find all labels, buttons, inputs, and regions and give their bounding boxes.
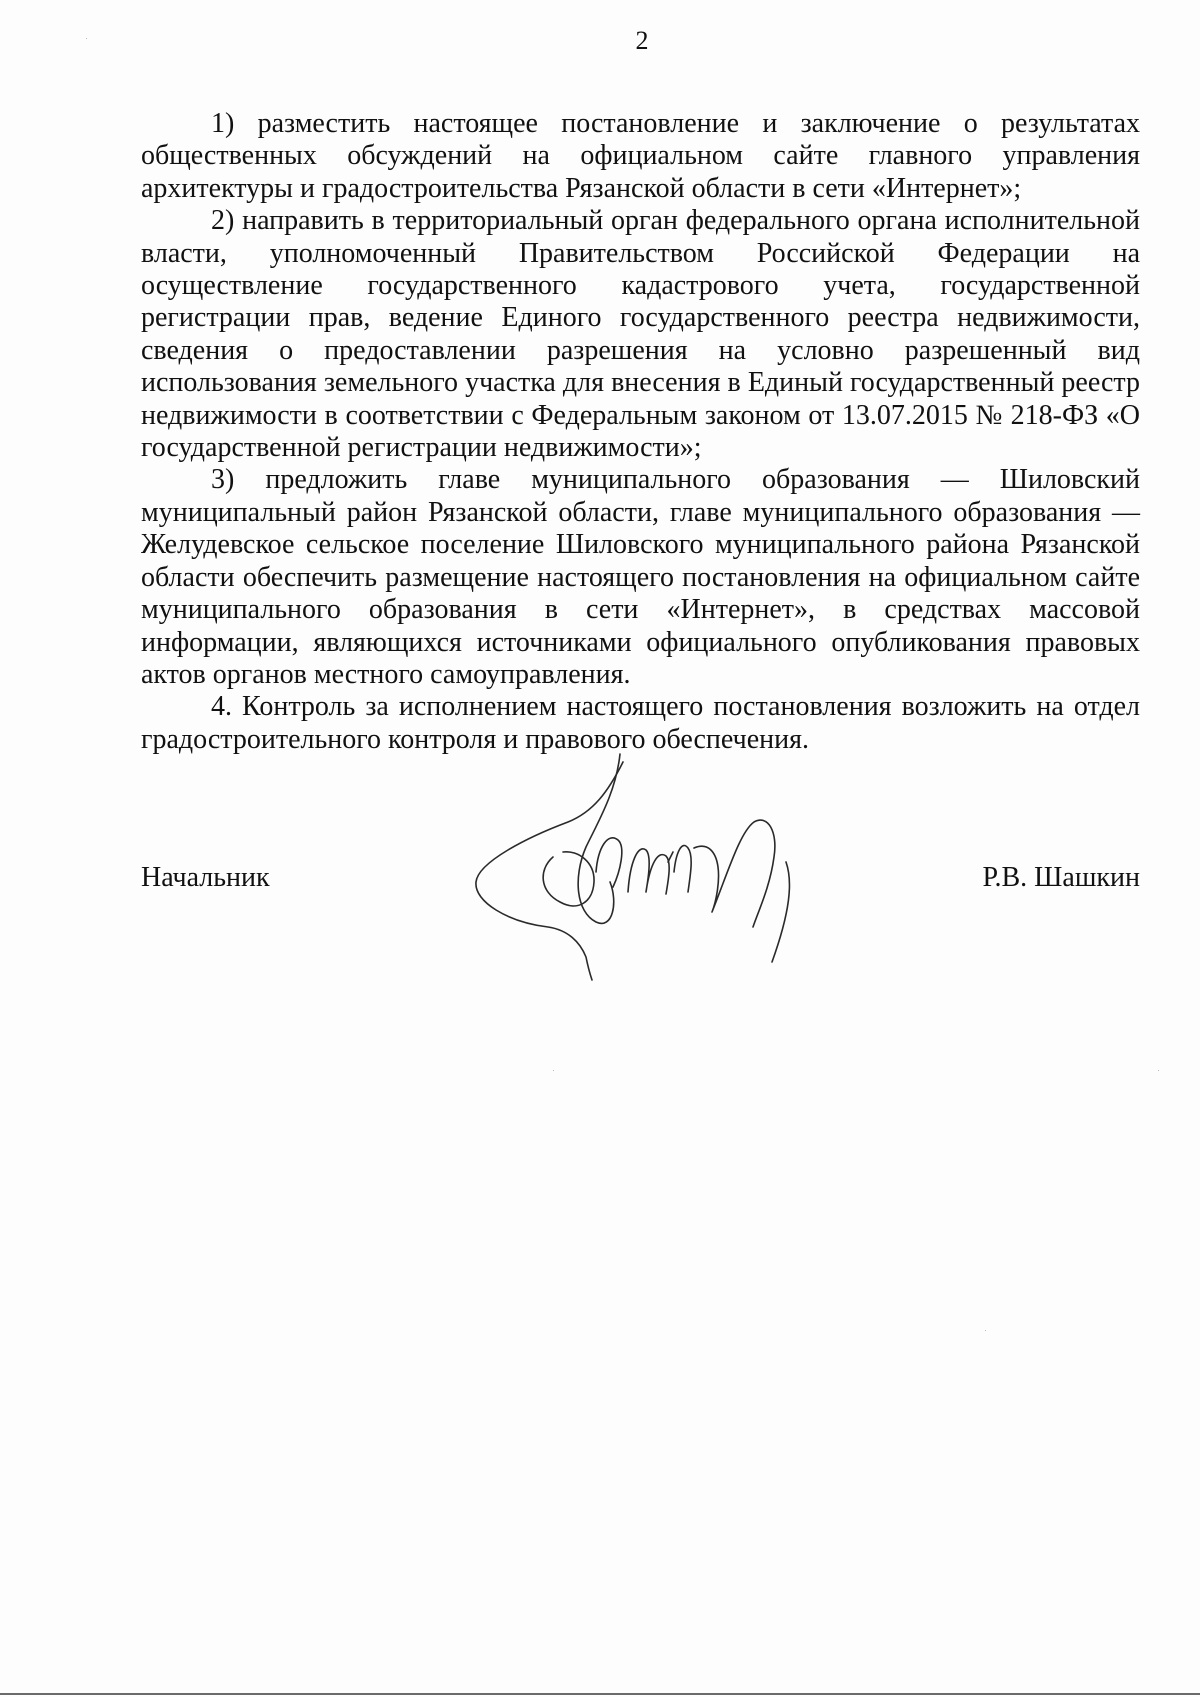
paragraph-item-2: 2) направить в территориальный орган федерального органа исполнительной власти, уполномоченный Правительством Российской Федерации на осуществление государственного кадастрового учета, государственной регистрации прав, ведение Единого государственного реестра недвижимости, сведения о предоставлении разрешения на условно разрешенный вид использования земельного участка для внесения в Единый государственный реестр недвижимости в соответствии с Федеральным законом от 13.07.2015 № 218-ФЗ «О государственной регистрации недвижимости»; — [141, 205, 1140, 464]
signature-stroke-tick — [668, 852, 673, 862]
signature-stroke-letters-3 — [674, 845, 691, 892]
position-title: Начальник — [141, 862, 270, 893]
paragraph-item-3: 3) предложить главе муниципального образования — Шиловский муниципальный район Рязанской области, главе муниципального образования — Желудевское сельское поселение Шиловского муниципального района Рязанской области обеспечить размещение настоящего постановления на официальном сайте муниципального образования в сети «Интернет», в средствах массовой информации, являющихся источниками официального опубликования правовых актов органов местного самоуправления. — [141, 464, 1140, 690]
signature-stroke-letters-2 — [628, 849, 669, 894]
handwritten-signature — [468, 752, 858, 982]
document-body — [141, 108, 1140, 756]
scan-speck — [553, 1070, 554, 1071]
page-number: 2 — [635, 26, 649, 55]
scan-speck — [985, 1330, 986, 1331]
signer-name: Р.В. Шашкин — [982, 862, 1140, 893]
signature-stroke-trail-2 — [772, 862, 789, 962]
signature-stroke-outer-loop — [476, 762, 623, 980]
signature-stroke-inner-loop — [543, 852, 594, 906]
scan-speck — [86, 38, 87, 39]
signature-stroke-trail-1 — [694, 820, 775, 927]
scan-speck — [1158, 1070, 1159, 1071]
paragraph-item-4: 4. Контроль за исполнением настоящего постановления возложить на отдел градостроительного контроля и правового обеспечения. — [141, 691, 1140, 755]
scan-bottom-edge — [0, 1693, 1200, 1695]
signature-stroke-letters-1 — [596, 838, 622, 887]
paragraph-item-1: 1) разместить настоящее постановление и заключение о результатах общественных обсуждений на официальном сайте главного управления архитектуры и градостроительства Рязанской области в сети «Интернет»; — [141, 108, 1140, 204]
